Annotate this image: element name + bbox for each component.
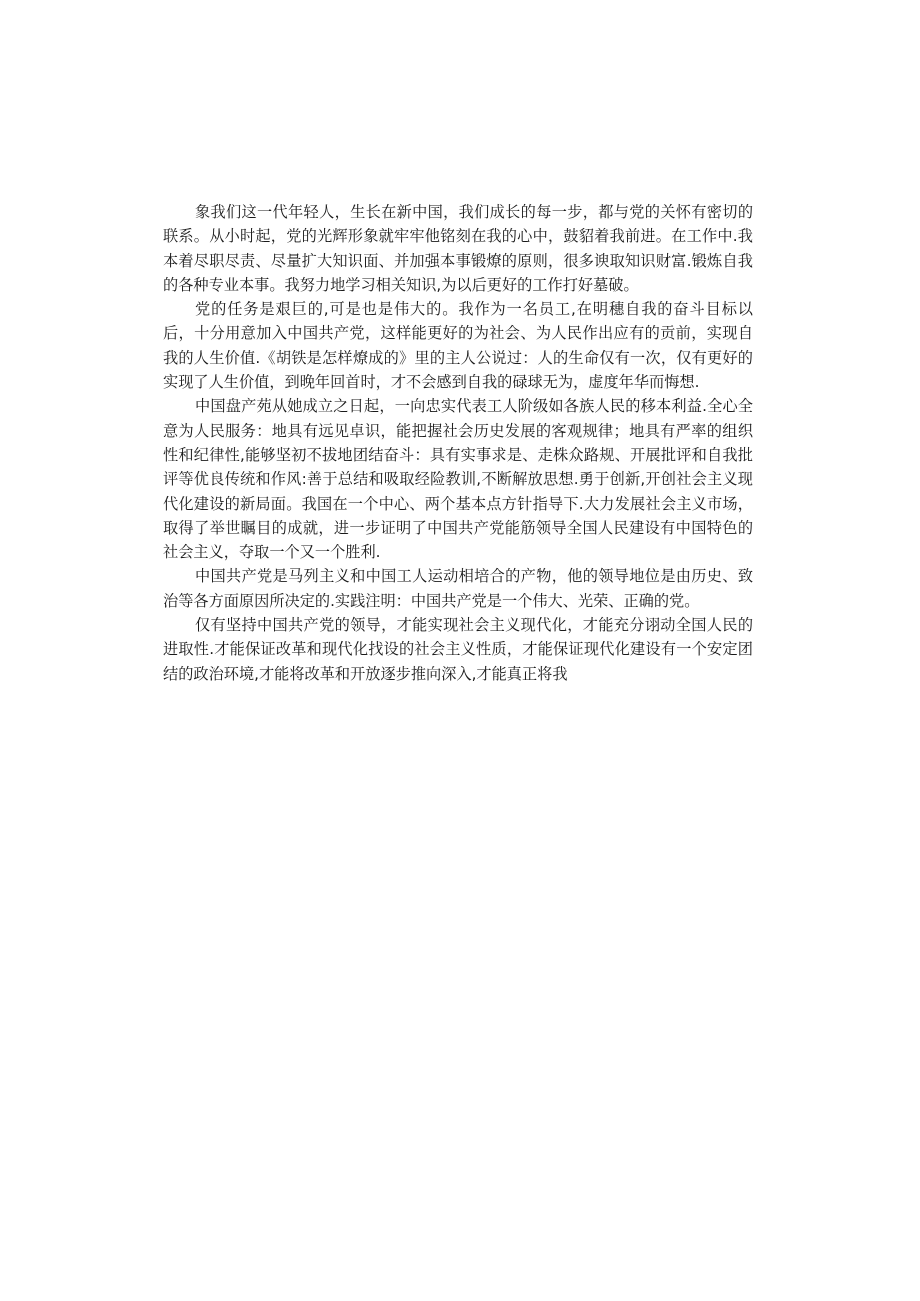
text-line: 取得了举世瞩目的成就，进一步证明了中国共产党能筋领导全国人民建设有中国特色的 [163,518,753,537]
text-line: 实现了人生价值，到晚年回首时，才不会感到自我的碌球无为，虚度年华而悔想. [163,373,700,392]
text-line: 中国盘产苑从她成立之日起，一向忠实代表工人阶级如各族人民的移本利益.全心全 [195,397,753,416]
text-line: 我的人生价值.《胡铁是怎样燎成的》里的主人公说过：人的生命仅有一次，仅有更好的 [163,348,753,367]
text-line: 象我们这一代年轻人，生长在新中国，我们成长的每一步，都与党的关怀有密切的 [195,203,753,221]
text-line: 仅有坚持中国共产党的领导，才能实现社会主义现代化，才能充分诩动全国人民的 [195,616,753,635]
document-body [163,200,753,686]
text-line: 本着尽职尽责、尽量扩大知识面、并加强本事锻燎的原则，很多谀取知识财富.锻炼自我 [163,251,753,270]
text-line: 进取性.才能保证改革和现代化找设的社会主义性质，才能保证现代化建设有一个安定团 [163,640,753,659]
text-line: 代化建设的新局面。我国在一个中心、两个基本点方针指导下.大力发展社会主义市场， [163,494,753,513]
text-line: 结的政治环境,才能将改革和开放逐步推向深入,才能真正将我 [163,664,568,683]
text-line: 社会主义，夺取一个又一个胜利. [163,543,381,562]
text-line: 意为人民服务：地具有远见卓识，能把握社会历史发展的客观规律；地具有严率的组织 [163,421,753,440]
paragraph-4 [163,564,753,613]
paragraph-2 [163,297,753,394]
text-line: 治等各方面原因所决定的.实践注明：中国共产党是一个伟大、光荣、正确的党。 [163,591,700,610]
text-line: 评等优良传统和作风:善于总结和吸取经险教训,不断解放思想.勇于创新,开创社会主义现 [163,470,753,489]
paragraph-1 [163,200,753,297]
text-line: 性和纪律性,能够坚初不拔地团结奋斗：具有实事求是、走株众路规、开展批评和自我批 [163,445,753,464]
text-line: 中国共产党是马列主义和中国工人运动相培合的产物，他的领导地位是由历史、致 [195,567,753,586]
text-line: 联系。从小时起，党的光辉形象就牢牢他铭刻在我的心中，鼓貂着我前进。在工作中.我 [163,227,753,246]
text-line: 党的任务是艰巨的,可是也是伟大的。我作为一名员工,在明穗自我的奋斗目标以 [195,300,753,319]
paragraph-3 [163,394,753,564]
paragraph-5 [163,613,753,686]
text-line: 后，十分用意加入中国共产党，这样能更好的为社会、为人民作出应有的贡前，实现自 [163,324,753,343]
text-line: 的各种专业本事。我努力地学习相关知识,为以后更好的工作打好墓破。 [163,275,639,294]
